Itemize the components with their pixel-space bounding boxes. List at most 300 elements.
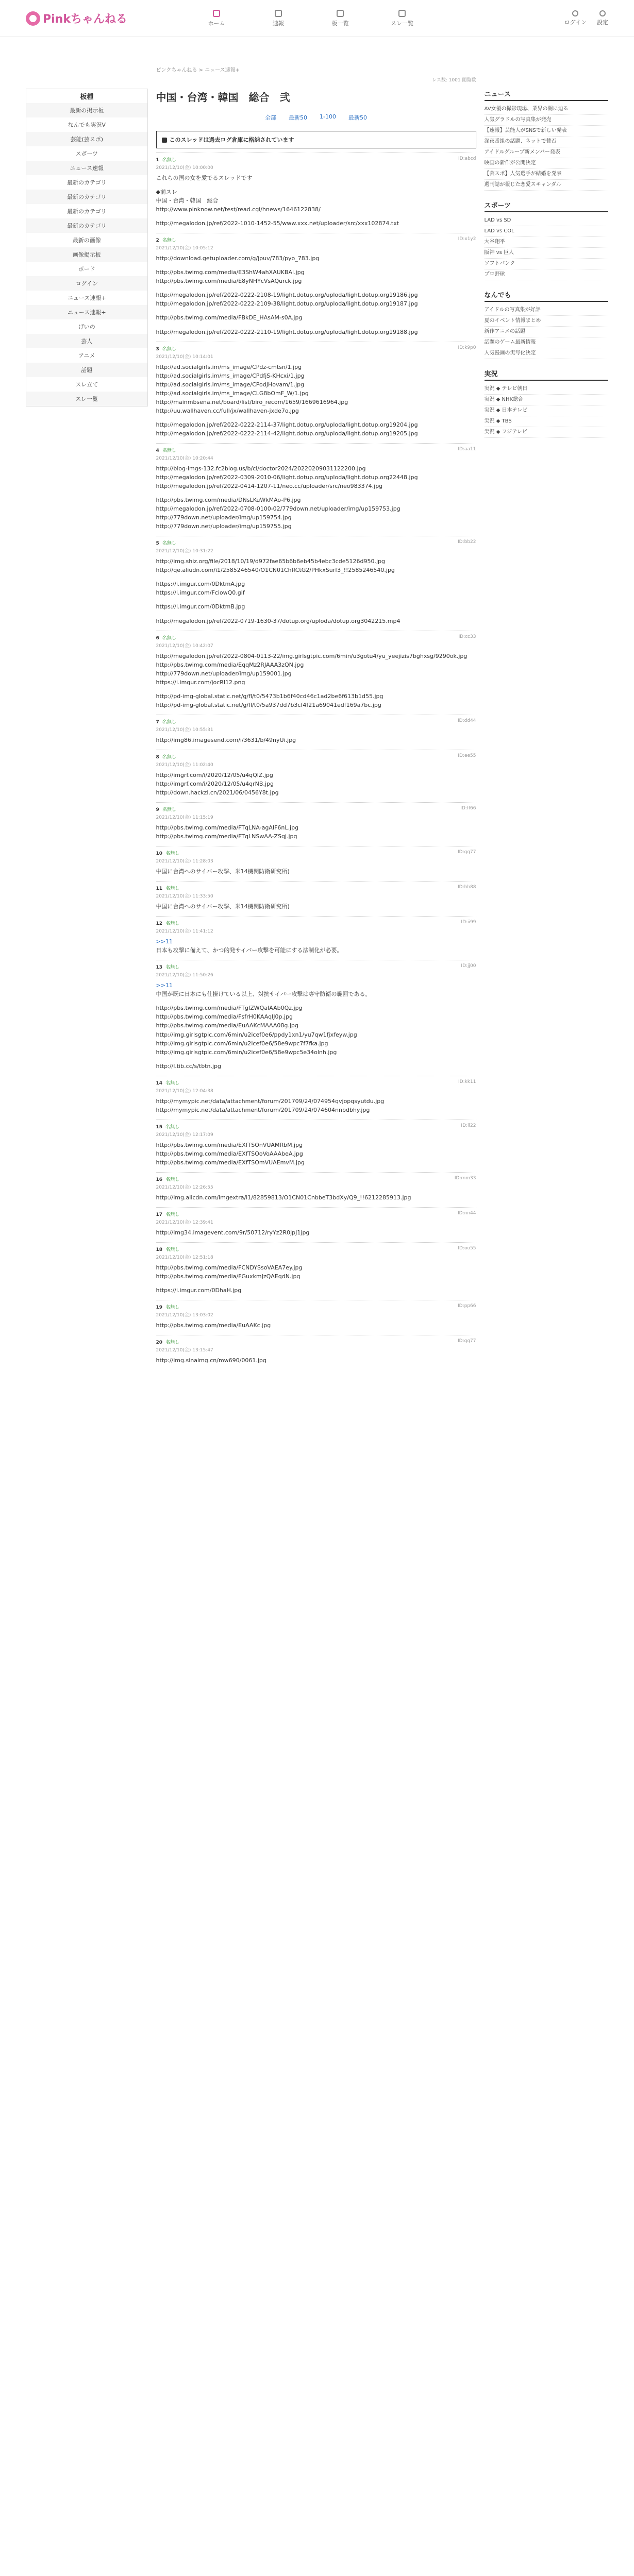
post-number[interactable]: 16 xyxy=(156,1177,163,1182)
post-link[interactable]: http://pbs.twimg.com/media/FTqLNA-agAIF6nL.jpg xyxy=(156,824,299,832)
post-link[interactable]: http://pbs.twimg.com/media/EXfTSOoVoAAAbeA.jpg xyxy=(156,1150,303,1157)
post-link[interactable]: http://pbs.twimg.com/media/EuAAKcMAAA08g.jpg xyxy=(156,1022,298,1029)
post-header xyxy=(156,345,476,352)
category-item[interactable]: ログイン xyxy=(26,276,147,291)
post-number[interactable]: 7 xyxy=(156,719,159,725)
category-item[interactable]: スレ立て xyxy=(75,381,98,388)
post-link[interactable]: http://pbs.twimg.com/media/EqqMz2RJAAA3zQN.jpg xyxy=(156,661,304,668)
post xyxy=(156,536,476,630)
post-link[interactable]: http://779down.net/uploader/img/up159754.jpg xyxy=(156,514,292,521)
post-link[interactable]: http://779down.net/uploader/img/up159755.jpg xyxy=(156,523,292,530)
nandemo-list xyxy=(485,305,609,359)
post-body xyxy=(156,1263,476,1295)
post-name: 名無し xyxy=(165,1212,180,1217)
post-link[interactable]: http://ad.socialgirls.im/ms_image/CLG8bOmF_W/1.jpg xyxy=(156,389,309,397)
post-header xyxy=(156,718,476,725)
post-link[interactable]: http://pd-img-global.static.net/g/fl/t0/5a937dd7b3cf4f21a69041edf169a7bc.jpg xyxy=(156,701,381,708)
nav-threads[interactable]: スレ一覧 xyxy=(371,10,433,27)
category-item[interactable]: スレ一覧 xyxy=(26,392,147,406)
post xyxy=(156,750,476,802)
post-link[interactable]: http://megalodon.jp/ref/2022-0222-2114-37/light.dotup.org/uploda/light.dotup.org19204.jpg xyxy=(156,421,418,428)
post xyxy=(156,631,476,715)
post-author xyxy=(156,1303,180,1310)
post-number[interactable]: 2 xyxy=(156,238,159,244)
post-link[interactable]: http://qe.aliudn.com/i1/2585246540/O1CN01ChRCtG2/PHkxSurf3_!!2585246540.jpg xyxy=(156,567,395,574)
category-item[interactable]: 最新の画像 xyxy=(72,237,101,244)
post-link[interactable]: http://pbs.twimg.com/media/E8yNHYcVsAQurck.jpg xyxy=(156,278,302,285)
post-name: 名無し xyxy=(162,635,176,641)
post-gap xyxy=(156,323,476,328)
sports-item[interactable]: ソフトバンク xyxy=(485,259,609,269)
post-header xyxy=(156,1246,476,1252)
nandemo-item[interactable]: 夏のイベント情報まとめ xyxy=(485,316,609,327)
post-author xyxy=(156,963,180,970)
post-name: 名無し xyxy=(165,921,180,927)
post-number[interactable]: 13 xyxy=(156,965,163,971)
sports-item[interactable]: 大谷翔平 xyxy=(485,237,609,248)
category-item[interactable]: なんでも実況V xyxy=(68,122,106,128)
post-author xyxy=(156,539,176,546)
post-link[interactable]: http://pbs.twimg.com/media/FsfrH0KAAqIJ0p.jpg xyxy=(156,1013,293,1021)
post-author xyxy=(156,1123,180,1130)
post-link[interactable]: http://img.girlsgtpic.com/6min/u2icef0e6/ppdy1xn1/yu7qw1fjxfeyw.jpg xyxy=(156,1031,357,1038)
news-item[interactable]: 映画の新作が公開決定 xyxy=(485,158,609,169)
category-item[interactable]: 話題 xyxy=(26,363,147,377)
news-item[interactable]: 人気グラドルの写真集が発売 xyxy=(485,115,609,126)
post-link[interactable]: http://pbs.twimg.com/media/FGuxkmJzQAEqdN.jpg xyxy=(156,1273,301,1280)
post-link[interactable]: https://i.imgur.com/0DktmB.jpg xyxy=(156,603,245,611)
post-date: 2021/12/10(金) 11:33:50 xyxy=(156,894,213,900)
post-body xyxy=(156,867,476,876)
nav-news[interactable]: 速報 xyxy=(247,10,309,27)
post-text: 中国が既に日本にも仕掛けている以上、対抗サイバー攻撃は専守防衛の範囲である。 xyxy=(156,991,371,998)
post-header xyxy=(156,1176,476,1182)
post-text: 中国・台湾・韓国 総合 xyxy=(156,197,219,205)
post xyxy=(156,1242,476,1300)
post-link[interactable]: http://megalodon.jp/ref/2022-0804-0113-22/img.girlsgtpic.com/6min/u3gotu4/yu_yeejizis7bghxsg/9290ok.jpg xyxy=(156,652,468,659)
post-author xyxy=(156,1176,180,1182)
nav-boards[interactable]: 板一覧 xyxy=(309,10,371,27)
live-item[interactable]: 実況 ◆ テレビ朝日 xyxy=(485,384,609,395)
category-item[interactable]: ニュース速報 xyxy=(26,161,147,175)
post-link[interactable]: http://uu.wallhaven.cc/full/jx/wallhaven-jxde7o.jpg xyxy=(156,407,299,414)
gear-icon xyxy=(599,10,606,16)
list-icon xyxy=(337,10,344,17)
post-number[interactable]: 1 xyxy=(156,158,159,163)
post-gap xyxy=(156,285,476,291)
post-link[interactable]: https://i.imgur.com/FciowQ0.gif xyxy=(156,589,245,597)
site-header xyxy=(0,0,634,37)
nav-home[interactable]: ホーム xyxy=(186,10,247,27)
category-item[interactable]: ボード xyxy=(78,266,95,273)
sports-item[interactable]: 阪神 vs 巨人 xyxy=(485,248,609,259)
news-item[interactable]: 深夜番組の話題、ネットで賛否 xyxy=(485,137,609,147)
post xyxy=(156,1300,476,1335)
category-item[interactable]: げいの xyxy=(78,324,95,330)
post-text: 中国に台湾へのサイバー攻撃、米14機関防衛研究所) xyxy=(156,903,290,910)
live-title: 実況 xyxy=(485,368,609,381)
post-text: これらの国の女を愛でるスレッドです xyxy=(156,175,253,181)
live-item[interactable]: 実況 ◆ NHK総合 xyxy=(485,395,609,405)
post-text: 中国に台湾へのサイバー攻撃、米14機関防衛研究所) xyxy=(156,868,290,875)
post-number[interactable]: 20 xyxy=(156,1340,163,1346)
post xyxy=(156,846,476,881)
post-date: 2021/12/10(金) 12:26:55 xyxy=(156,1184,213,1190)
post-link[interactable]: http://down.hackzl.cn/2021/06/0456Y8t.jpg xyxy=(156,789,279,796)
post-author xyxy=(156,920,180,926)
live-item[interactable]: 実況 ◆ TBS xyxy=(485,416,609,427)
post-author xyxy=(156,447,176,453)
post xyxy=(156,1335,476,1370)
post-body xyxy=(156,1321,476,1330)
post-id[interactable]: ID:k9p0 xyxy=(458,345,476,350)
post-link[interactable]: http://img.girlsgtpic.com/6min/u2icef0e6/58e9wpc5e34olnh.jpg xyxy=(156,1048,337,1056)
post-author xyxy=(156,1079,180,1086)
post-link[interactable]: http://megalodon.jp/ref/2022-0719-1630-37/dotup.org/uploda/dotup.org3042215.mp4 xyxy=(156,617,401,624)
post-header xyxy=(156,1211,476,1217)
post-author xyxy=(156,156,176,163)
post-date: 2021/12/10(金) 12:17:09 xyxy=(156,1132,213,1138)
thread-icon xyxy=(398,10,406,17)
tab-all[interactable]: 全部 xyxy=(265,114,277,121)
post-id[interactable]: ID:oo55 xyxy=(458,1246,476,1251)
post-id[interactable]: ID:bb22 xyxy=(458,539,476,545)
post-link[interactable]: http://mymypic.net/data/attachment/forum/201709/24/074604nnbdbhy.jpg xyxy=(156,1106,370,1113)
post-name: 名無し xyxy=(162,346,176,352)
right-sidebar xyxy=(485,37,609,1370)
post-number[interactable]: 14 xyxy=(156,1080,163,1086)
post-number[interactable]: 9 xyxy=(156,807,159,813)
post-body xyxy=(156,771,476,797)
news-item[interactable]: 【芸スポ】人気選手が結婚を発表 xyxy=(485,169,609,180)
post-link[interactable]: http://img34.imagevent.com/9r/50712/ryYz2R0jpJ1jpg xyxy=(156,1229,310,1236)
post-name: 名無し xyxy=(162,158,176,163)
post-link[interactable]: http://img.girlsgtpic.com/6min/u2icef0e6/58e9wpc7f7fka.jpg xyxy=(156,1040,328,1047)
post-body xyxy=(156,1356,476,1365)
post-number[interactable]: 5 xyxy=(156,541,159,547)
post-text[interactable]: >>11 xyxy=(156,938,173,945)
post-link[interactable]: https://i.imgur.com/jocRl12.png xyxy=(156,679,245,686)
post-author xyxy=(156,1211,180,1217)
post-header xyxy=(156,806,476,812)
post-author xyxy=(156,718,176,725)
sports-item[interactable]: プロ野球 xyxy=(485,269,609,280)
post-link[interactable]: https://i.imgur.com/0DhaH.jpg xyxy=(156,1287,242,1294)
post-number[interactable]: 19 xyxy=(156,1305,163,1311)
post-link[interactable]: http://imgrf.com/i/2020/12/05/u4qrNB.jpg xyxy=(156,780,274,787)
post-link[interactable]: http://pbs.twimg.com/media/FTgIZWQaIAAb0Qz.jpg xyxy=(156,1005,303,1012)
post-link[interactable]: http://img.sinaimg.cn/mw690/0061.jpg xyxy=(156,1357,266,1364)
post-header xyxy=(156,634,476,641)
post xyxy=(156,1172,476,1207)
category-item[interactable]: ニュース速報+ xyxy=(26,305,147,319)
post-name: 名無し xyxy=(162,754,176,760)
post-link[interactable]: http://ad.socialgirls.im/ms_image/CPdz-cmtsn/1.jpg xyxy=(156,363,302,370)
info-icon xyxy=(162,138,167,143)
category-item[interactable]: 最新のカテゴリ xyxy=(26,218,147,233)
post-id[interactable]: ID:ll22 xyxy=(461,1123,476,1128)
nandemo-item[interactable]: 新作アニメの話題 xyxy=(485,327,609,337)
sports-item[interactable]: LAD vs SD xyxy=(485,215,609,226)
post-id[interactable]: ID:mm33 xyxy=(454,1175,476,1181)
news-item[interactable]: アイドルグループ新メンバー発表 xyxy=(485,147,609,158)
post-link[interactable]: http://megalodon.jp/ref/2022-0309-2010-06/light.dotup.org/uploda/light.dotup.org22448.jpg xyxy=(156,473,418,481)
post-number[interactable]: 17 xyxy=(156,1212,163,1217)
post-date: 2021/12/10(金) 11:28:03 xyxy=(156,859,213,865)
post-link[interactable]: http://megalodon.jp/ref/2022-0222-2108-19/light.dotup.org/uploda/light.dotup.org19186.jpg xyxy=(156,292,418,299)
post-link[interactable]: http://img86.imagesend.com/i/3631/b/49nyUi.jpg xyxy=(156,736,296,743)
sports-section xyxy=(485,200,609,280)
post-date: 2021/12/10(金) 13:15:47 xyxy=(156,1348,213,1353)
post-body xyxy=(156,1228,476,1237)
post-header xyxy=(156,447,476,453)
post-gap xyxy=(156,574,476,580)
post-date: 2021/12/10(金) 10:14:01 xyxy=(156,354,213,360)
post-id[interactable]: ID:dd44 xyxy=(458,718,476,723)
post-link[interactable]: http://megalodon.jp/ref/2022-0708-0100-02/779down.net/uploader/img/up159753.jpg xyxy=(156,505,401,513)
post-date: 2021/12/10(金) 12:39:41 xyxy=(156,1220,213,1225)
post-gap xyxy=(156,597,476,602)
post-link[interactable]: http://mainmbsena.net/board/list/biro_recom/1659/1669616964.jpg xyxy=(156,398,348,405)
post-id[interactable]: ID:cc33 xyxy=(458,634,476,639)
post-author xyxy=(156,806,176,812)
nandemo-item[interactable]: 人気漫画の実写化決定 xyxy=(485,348,609,359)
post-link[interactable]: http://ad.socialgirls.im/ms_image/CPdfjS-KHcxi/1.jpg xyxy=(156,372,305,379)
post-link[interactable]: http://megalodon.jp/ref/2022-1010-1452-55/www.xxx.net/uploader/src/xxx102874.txt xyxy=(156,220,399,227)
post-name: 名無し xyxy=(165,1124,180,1130)
category-item[interactable]: 最新のカテゴリ xyxy=(66,179,107,186)
post-body xyxy=(156,823,476,841)
category-item[interactable]: ニュース速報+ xyxy=(67,295,106,301)
news-section xyxy=(485,89,609,191)
post-date: 2021/12/10(金) 11:50:26 xyxy=(156,973,213,978)
post-link[interactable]: http://pbs.twimg.com/media/DNsLKuWkMAo-P6.jpg xyxy=(156,497,301,504)
post-name: 名無し xyxy=(162,238,176,244)
post-name: 名無し xyxy=(165,1080,180,1086)
post-link[interactable]: http://l.tib.cc/s/tbtn.jpg xyxy=(156,1062,221,1070)
post-id[interactable]: ID:ee55 xyxy=(458,753,476,758)
post-body xyxy=(156,464,476,531)
post-id[interactable]: ID:jj00 xyxy=(461,963,476,969)
post-header xyxy=(156,1123,476,1130)
post xyxy=(156,342,476,443)
nandemo-title: なんでも xyxy=(485,290,609,302)
post-id[interactable]: ID:ii99 xyxy=(461,920,476,925)
post-id[interactable]: ID:ff66 xyxy=(460,806,476,811)
post-number[interactable]: 15 xyxy=(156,1124,163,1130)
post-number[interactable]: 8 xyxy=(156,754,159,760)
post-body xyxy=(156,1193,476,1202)
post xyxy=(156,1076,476,1120)
news-item[interactable]: 週刊誌が報じた恋愛スキャンダル xyxy=(485,180,609,191)
post xyxy=(156,715,476,750)
post xyxy=(156,233,476,341)
nandemo-section xyxy=(485,290,609,359)
post-date: 2021/12/10(金) 12:51:18 xyxy=(156,1255,213,1261)
post-text: ◆前スレ xyxy=(156,189,178,196)
post xyxy=(156,152,476,233)
category-item[interactable]: 最新のカテゴリ xyxy=(66,208,107,215)
post-link[interactable]: http://pbs.twimg.com/media/FBkDE_HAsAM-s0A.jpg xyxy=(156,314,303,321)
post-number[interactable]: 6 xyxy=(156,635,159,641)
post-link[interactable]: http://img.shiz.org/file/2018/10/19/d972fae65b6b6eb45b4ebc3cde5126d950.jpg xyxy=(156,558,385,565)
breadcrumb[interactable]: ピンクちゃんねる > ニュース速報+ xyxy=(156,67,240,73)
post-id[interactable]: ID:gg77 xyxy=(458,850,476,855)
post-id[interactable]: ID:hh88 xyxy=(458,885,476,890)
post-link[interactable]: http://download.getuploader.com/g/jpuv/783/pyo_783.jpg xyxy=(156,255,320,262)
post-header xyxy=(156,156,476,163)
category-item[interactable]: スポーツ xyxy=(75,150,98,157)
category-item[interactable]: 芸人 xyxy=(26,334,147,348)
post-link[interactable]: http://megalodon.jp/ref/2022-0414-1207-11/neo.cc/uploader/src/neo983374.jpg xyxy=(156,483,383,490)
post xyxy=(156,960,476,1075)
post-gap xyxy=(156,612,476,617)
post-body xyxy=(156,557,476,625)
post-header xyxy=(156,1079,476,1086)
post-id[interactable]: ID:nn44 xyxy=(458,1211,476,1216)
post-body xyxy=(156,981,476,1070)
post-name: 名無し xyxy=(165,1305,180,1311)
post-id[interactable]: ID:kk11 xyxy=(458,1079,476,1084)
post-body xyxy=(156,1097,476,1114)
post-header xyxy=(156,963,476,970)
post xyxy=(156,802,476,846)
post-name: 名無し xyxy=(162,807,176,813)
post-number[interactable]: 4 xyxy=(156,448,159,453)
post-gap xyxy=(156,998,476,1004)
post-date: 2021/12/10(金) 10:55:31 xyxy=(156,727,213,733)
post-body xyxy=(156,174,476,228)
category-item[interactable]: 芸能(芸スポ) xyxy=(26,132,147,146)
post-id[interactable]: ID:pp66 xyxy=(458,1303,476,1309)
post-gap xyxy=(156,182,476,188)
tab-latest50[interactable]: 最新50 xyxy=(289,114,308,121)
post-author xyxy=(156,236,176,243)
post-author xyxy=(156,850,180,856)
tab-1-100[interactable]: 1-100 xyxy=(320,113,336,120)
post-body xyxy=(156,902,476,911)
post-link[interactable]: http://megalodon.jp/ref/2022-0222-2109-38/light.dotup.org/uploda/light.dotup.org19187.jpg xyxy=(156,300,418,308)
category-item[interactable]: 最新の掲示板 xyxy=(26,103,147,117)
post-name: 名無し xyxy=(165,1340,180,1346)
post-id[interactable]: ID:x1y2 xyxy=(458,236,476,242)
category-item[interactable]: 画像掲示板 xyxy=(26,247,147,262)
post-link[interactable]: http://www.pinknow.net/test/read.cgi/hnews/1646122838/ xyxy=(156,206,321,213)
login-link[interactable]: ログイン xyxy=(564,10,587,26)
post-link[interactable]: http://blog-imgs-132.fc2blog.us/b/cl/doctor2024/20220209031122200.jpg xyxy=(156,465,366,472)
page-title: 中国・台湾・韓国 総合 弐 xyxy=(156,91,290,104)
post-link[interactable]: http://megalodon.jp/ref/2022-0222-2114-42/light.dotup.org/uploda/light.dotup.org19205.jpg xyxy=(156,430,418,437)
settings-link[interactable]: 設定 xyxy=(597,10,608,26)
news-item[interactable]: 【速報】芸能人がSNSで新しい発表 xyxy=(485,126,609,137)
live-item[interactable]: 実況 ◆ 日本テレビ xyxy=(485,405,609,416)
post-name: 名無し xyxy=(162,719,176,725)
post-header xyxy=(156,753,476,760)
post-name: 名無し xyxy=(165,1247,180,1253)
page-layout xyxy=(0,37,634,1370)
post-date: 2021/12/10(金) 13:03:02 xyxy=(156,1313,213,1318)
logo-icon xyxy=(26,11,40,26)
sports-list xyxy=(485,215,609,280)
tab-latest50-b[interactable]: 最新50 xyxy=(348,114,367,121)
post-link[interactable]: https://i.imgur.com/0DktmA.jpg xyxy=(156,581,245,588)
thread-tabs xyxy=(156,113,476,128)
post-header xyxy=(156,885,476,891)
post-author xyxy=(156,1246,180,1252)
post xyxy=(156,1120,476,1172)
post-link[interactable]: http://pd-img-global.static.net/g/fl/t0/5473b1b6f40cd46c1ad2be6f613b1d55.jpg xyxy=(156,692,383,700)
post-name: 名無し xyxy=(165,1177,180,1182)
main-content xyxy=(156,37,476,1370)
post-link[interactable]: http://ad.socialgirls.im/ms_image/CPodJHovam/1.jpg xyxy=(156,381,305,388)
post-id[interactable]: ID:aa11 xyxy=(458,446,476,452)
post-link[interactable]: http://pbs.twimg.com/media/EXfTSOmVUAEmvM.jpg xyxy=(156,1159,305,1166)
post-link[interactable]: http://pbs.twimg.com/media/FTqLNSwAA-ZSqj.jpg xyxy=(156,833,297,840)
news-item[interactable]: AV女優の撮影現場、業界の闇に迫る xyxy=(485,104,609,115)
post-gap xyxy=(156,308,476,313)
post-number[interactable]: 18 xyxy=(156,1247,163,1253)
category-title: 板種 xyxy=(80,93,94,101)
news-icon xyxy=(275,10,282,17)
post-date: 2021/12/10(金) 10:00:00 xyxy=(156,165,213,171)
live-list xyxy=(485,384,609,438)
left-sidebar xyxy=(26,37,148,1370)
post-link[interactable]: http://pbs.twimg.com/media/FCNDYSsoVAEA7ey.jpg xyxy=(156,1264,303,1272)
post-date: 2021/12/10(金) 10:42:07 xyxy=(156,643,213,649)
category-item[interactable]: 最新のカテゴリ xyxy=(26,190,147,204)
post-text[interactable]: >>11 xyxy=(156,982,173,989)
category-item[interactable]: アニメ xyxy=(78,352,95,359)
news-list xyxy=(485,104,609,191)
post-body xyxy=(156,254,476,336)
post xyxy=(156,881,476,916)
live-item[interactable]: 実況 ◆ フジテレビ xyxy=(485,427,609,438)
post-link[interactable]: http://pbs.twimg.com/media/E3ShW4ahXAUKBAl.jpg xyxy=(156,269,305,276)
header-actions xyxy=(564,10,608,26)
post xyxy=(156,916,476,960)
post-link[interactable]: http://pbs.twimg.com/media/EuAAKc.jpg xyxy=(156,1322,271,1329)
post-number[interactable]: 11 xyxy=(156,886,163,892)
category-box xyxy=(26,89,148,406)
post-link[interactable]: http://imgrf.com/i/2020/12/05/u4qQlZ.jpg xyxy=(156,771,273,778)
sports-item[interactable]: LAD vs COL xyxy=(485,226,609,237)
post-link[interactable]: http://779down.net/uploader/img/up159001.jpg xyxy=(156,670,292,677)
post-number[interactable]: 3 xyxy=(156,346,159,352)
post xyxy=(156,443,476,536)
post-link[interactable]: http://megalodon.jp/ref/2022-0222-2110-19/light.dotup.org/uploda/light.dotup.org19188.jpg xyxy=(156,328,418,335)
post-name: 名無し xyxy=(165,886,180,892)
post-number[interactable]: 10 xyxy=(156,851,163,857)
post-body xyxy=(156,363,476,438)
post-date: 2021/12/10(金) 11:15:19 xyxy=(156,815,213,821)
post-link[interactable]: http://img.alicdn.com/imgextra/i1/82859813/O1CN01CnbbeT3bdXy/Q9_!!6212285913.jpg xyxy=(156,1194,411,1201)
nandemo-item[interactable]: 話題のゲーム最新情報 xyxy=(485,337,609,348)
logo-text: Pinkちゃんねる xyxy=(43,13,127,26)
post-link[interactable]: http://mymypic.net/data/attachment/forum/201709/24/074954qvjopqsyutdu.jpg xyxy=(156,1097,385,1105)
nandemo-item[interactable]: アイドルの写真集が好評 xyxy=(485,305,609,316)
post-number[interactable]: 12 xyxy=(156,921,163,927)
post-id[interactable]: ID:abcd xyxy=(458,156,476,161)
post-header xyxy=(156,1303,476,1310)
post-gap xyxy=(156,490,476,496)
site-logo[interactable] xyxy=(26,10,149,26)
post-link[interactable]: http://pbs.twimg.com/media/EXfTSOnVUAMRbM.jpg xyxy=(156,1141,303,1148)
post-body xyxy=(156,736,476,744)
post-date: 2021/12/10(金) 11:41:12 xyxy=(156,929,213,935)
post-id[interactable]: ID:qq77 xyxy=(458,1338,476,1344)
post-name: 名無し xyxy=(162,448,176,453)
post-gap xyxy=(156,687,476,692)
